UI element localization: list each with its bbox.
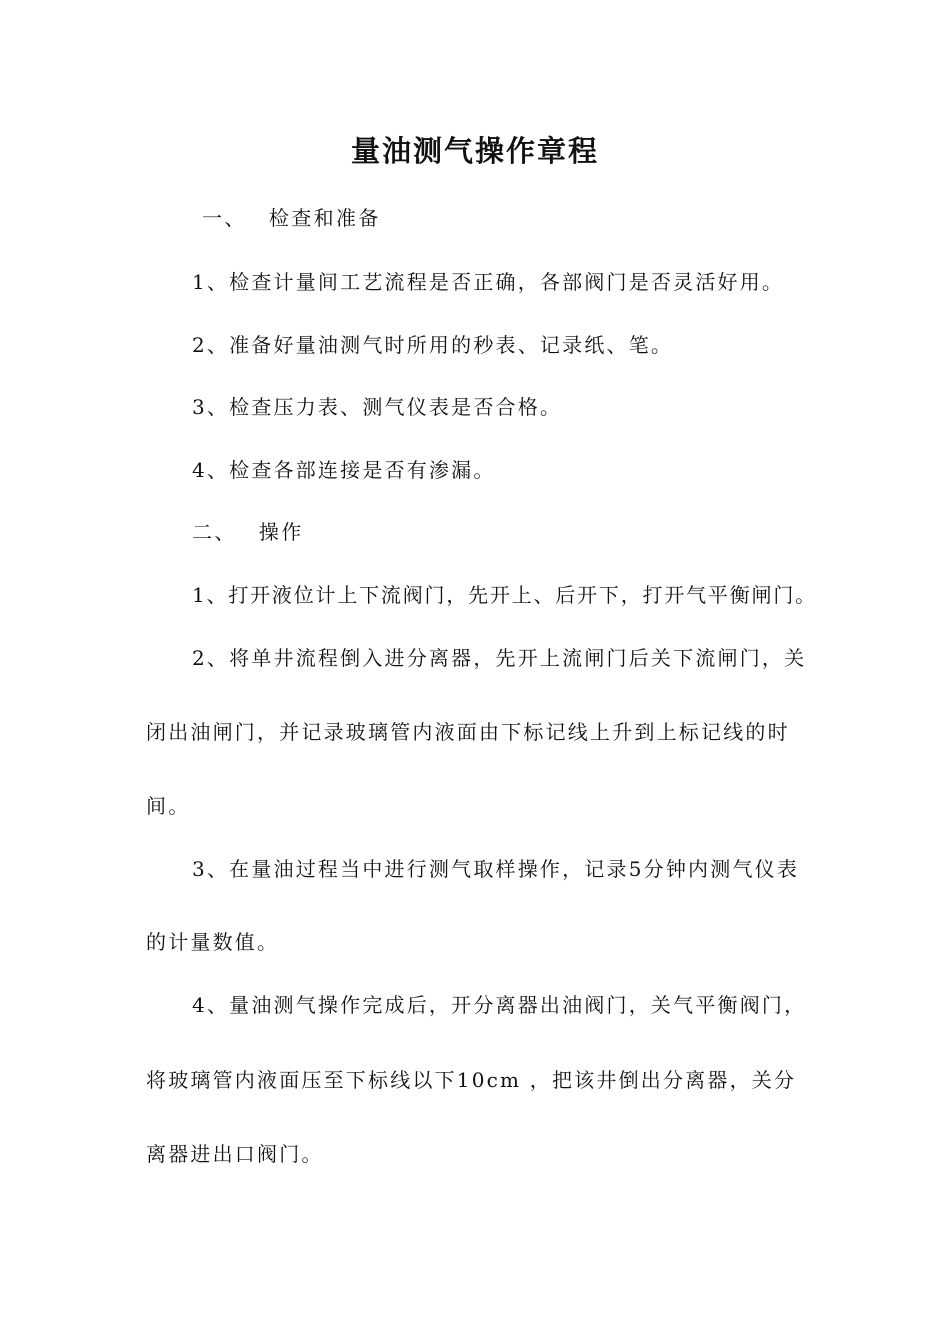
list-item: 3、在量油过程当中进行测气取样操作，记录5分钟内测气仪表 [192, 857, 800, 881]
list-item: 3、检查压力表、测气仪表是否合格。 [192, 395, 563, 419]
list-item-continuation: 将玻璃管内液面压至下标线以下10cm ，把该井倒出分离器，关分 [146, 1068, 797, 1092]
list-item-continuation: 的计量数值。 [146, 930, 280, 954]
list-item: 1、打开液位计上下流阀门，先开上、后开下，打开气平衡闸门。 [192, 583, 817, 607]
list-item: 4、检查各部连接是否有渗漏。 [192, 458, 496, 482]
section-heading-text: 检查和准备 [268, 206, 381, 230]
section-heading-text: 操作 [258, 520, 304, 544]
section-number: 二、 [192, 520, 237, 544]
list-item: 2、将单井流程倒入进分离器，先开上流闸门后关下流闸门，关 [192, 646, 807, 670]
list-item: 1、检查计量间工艺流程是否正确，各部阀门是否灵活好用。 [192, 270, 785, 294]
section-heading-operation [192, 518, 304, 546]
list-item-continuation: 间。 [146, 794, 191, 818]
document-title: 量油测气操作章程 [350, 134, 599, 168]
section-heading-inspection [202, 204, 381, 232]
list-item: 4、量油测气操作完成后，开分离器出油阀门，关气平衡阀门， [192, 993, 807, 1017]
list-item: 2、准备好量油测气时所用的秒表、记录纸、笔。 [192, 333, 674, 357]
list-item-continuation: 离器进出口阀门。 [146, 1142, 324, 1166]
list-item-continuation: 闭出油闸门，并记录玻璃管内液面由下标记线上升到上标记线的时 [146, 720, 790, 744]
section-number: 一、 [202, 206, 247, 230]
